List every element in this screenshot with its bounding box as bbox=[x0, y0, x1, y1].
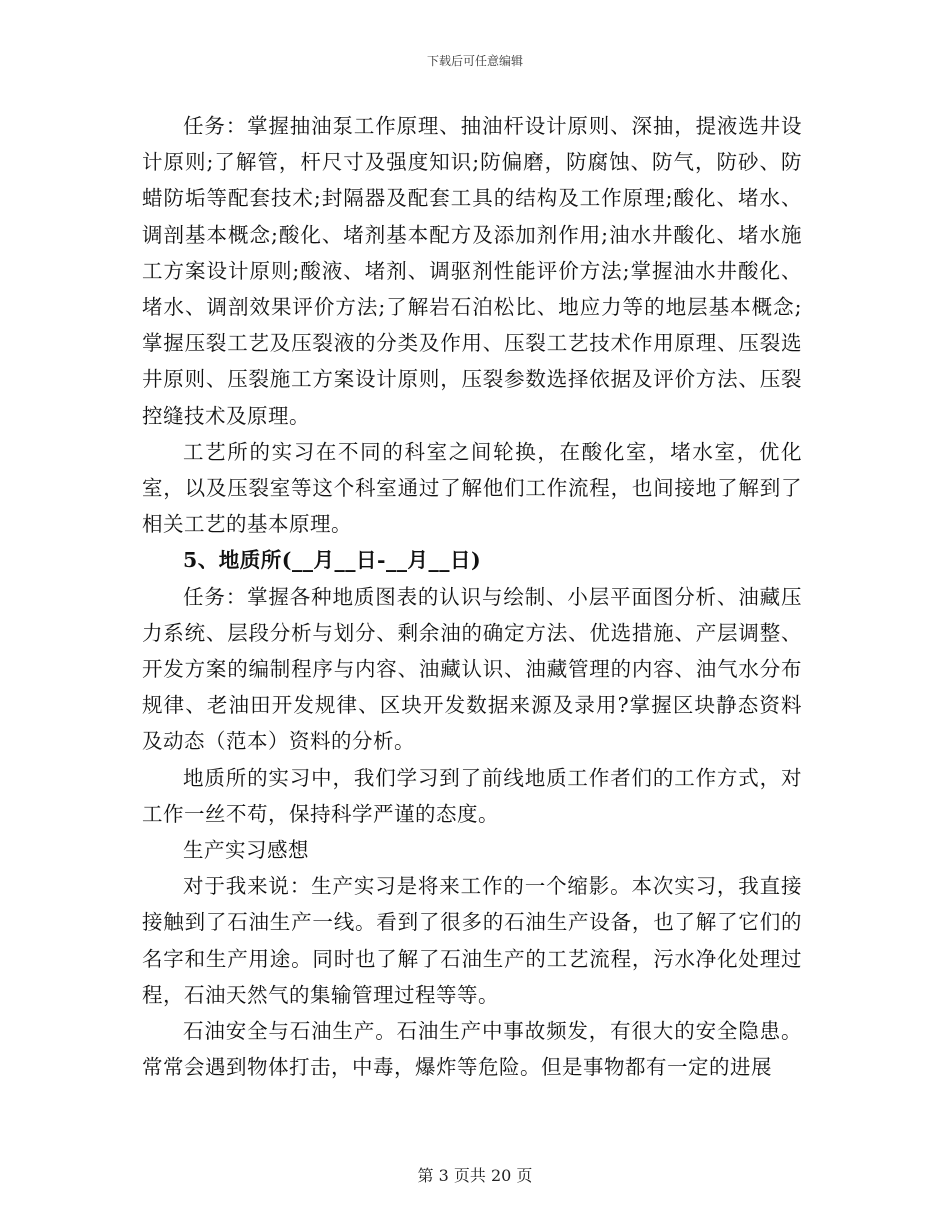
paragraph-safety: 石油安全与石油生产。石油生产中事故频发，有很大的安全隐患。常常会遇到物体打击，中毒，爆炸等危险。但是事物都有一定的进展 bbox=[142, 1019, 802, 1080]
section-heading-reflection: 生产实习感想 bbox=[183, 838, 309, 863]
section-heading-geology: 5、地质所(__月__日-__月__日) bbox=[183, 548, 482, 573]
page-footer: 第 3 页共 20 页 bbox=[417, 1166, 533, 1185]
paragraph-reflection: 对于我来说：生产实习是将来工作的一个缩影。本次实习，我直接接触到了石油生产一线。看到了很多的石油生产设备，也了解了它们的名字和生产用途。同时也了解了石油生产的工艺流程，污水净化处理过程，石油天然气的集输管理过程等等。 bbox=[142, 874, 802, 1007]
paragraph-craft-internship: 工艺所的实习在不同的科室之间轮换，在酸化室，堵水室，优化室，以及压裂室等这个科室通过了解他们工作流程，也间接地了解到了相关工艺的基本原理。 bbox=[142, 439, 802, 537]
paragraph-tasks-geology: 任务：掌握各种地质图表的认识与绘制、小层平面图分析、油藏压力系统、层段分析与划分、剩余油的确定方法、优选措施、产层调整、开发方案的编制程序与内容、油藏认识、油藏管理的内容、油气水分布规律、老油田开发规律、区块开发数据来源及录用?掌握区块静态资料及动态（范本）资料的分析。 bbox=[142, 584, 802, 754]
page-header: 下载后可任意编辑 bbox=[426, 54, 523, 68]
document-body bbox=[142, 108, 802, 1085]
paragraph-tasks-craft: 任务：掌握抽油泵工作原理、抽油杆设计原则、深抽，提液选井设计原则;了解管，杆尺寸及强度知识;防偏磨，防腐蚀、防气，防砂、防蜡防垢等配套技术;封隔器及配套工具的结构及工作原理;酸化、堵水、调剖基本概念;酸化、堵剂基本配方及添加剂作用;油水井酸化、堵水施工方案设计原则;酸液、堵剂、调驱剂性能评价方法;掌握油水井酸化、堵水、调剖效果评价方法;了解岩石泊松比、地应力等的地层基本概念;掌握压裂工艺及压裂液的分类及作用、压裂工艺技术作用原理、压裂选井原则、压裂施工方案设计原则，压裂参数选择依据及评价方法、压裂控缝技术及原理。 bbox=[142, 114, 802, 428]
paragraph-geology-internship: 地质所的实习中，我们学习到了前线地质工作者们的工作方式，对工作一丝不苟，保持科学严谨的态度。 bbox=[142, 765, 802, 826]
